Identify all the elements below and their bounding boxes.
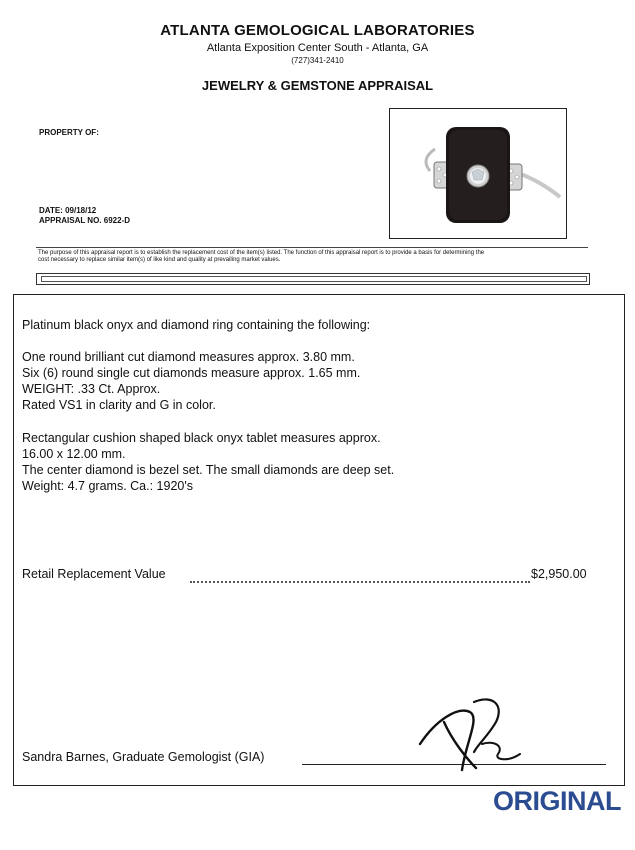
appraisal-number-label: APPRAISAL NO. [39,216,102,225]
date-value: 09/18/12 [65,206,97,215]
description-line: Rated VS1 in clarity and G in color. [22,398,216,412]
original-stamp: ORIGINAL [493,786,621,816]
description-line: Weight: 4.7 grams. Ca.: 1920's [22,479,193,493]
gemologist-name: Sandra Barnes, Graduate Gemologist (GIA) [22,750,265,764]
purpose-divider [36,247,588,248]
lab-name: ATLANTA GEMOLOGICAL LABORATORIES [160,22,475,39]
purpose-line-2: cost necessary to replace similar item(s) of like kind and quality at prevailing market values. [38,257,281,263]
document-title: JEWELRY & GEMSTONE APPRAISAL [201,78,434,93]
description-line: One round brilliant cut diamond measures approx. 3.80 mm. [22,350,355,364]
date-row [39,206,96,215]
value-leader-dots [190,581,530,583]
description-line: The center diamond is bezel set. The small diamonds are deep set. [22,463,395,477]
purpose-statement [38,250,590,264]
description-line: Rectangular cushion shaped black onyx tablet measures approx. [22,431,381,445]
property-of-label: PROPERTY OF: [39,128,99,137]
empty-field-inner [41,276,587,282]
empty-field-box [36,273,590,285]
description-line: Six (6) round single cut diamonds measure approx. 1.65 mm. [22,366,361,380]
appraisal-number-row [39,216,130,225]
date-label: DATE: [39,206,63,215]
description-line: WEIGHT: .33 Ct. Approx. [22,382,161,396]
purpose-line-1: The purpose of this appraisal report is to establish the replacement cost of the item(s) listed. The function of this appraisal report is to provide a basis for determining the [38,250,485,256]
handwritten-signature [408,692,528,772]
ring-photo [389,108,567,239]
appraisal-number-value: 6922-D [103,216,131,225]
lab-address: Atlanta Exposition Center South - Atlanta, GA [206,42,429,54]
lab-phone: (727)341-2410 [291,56,344,65]
description-intro: Platinum black onyx and diamond ring containing the following: [22,318,371,332]
description-line: 16.00 x 12.00 mm. [22,447,126,461]
retail-replacement-value-label: Retail Replacement Value [22,567,166,581]
retail-replacement-value-amount: $2,950.00 [531,567,587,581]
ring-photo-icon [390,109,566,238]
